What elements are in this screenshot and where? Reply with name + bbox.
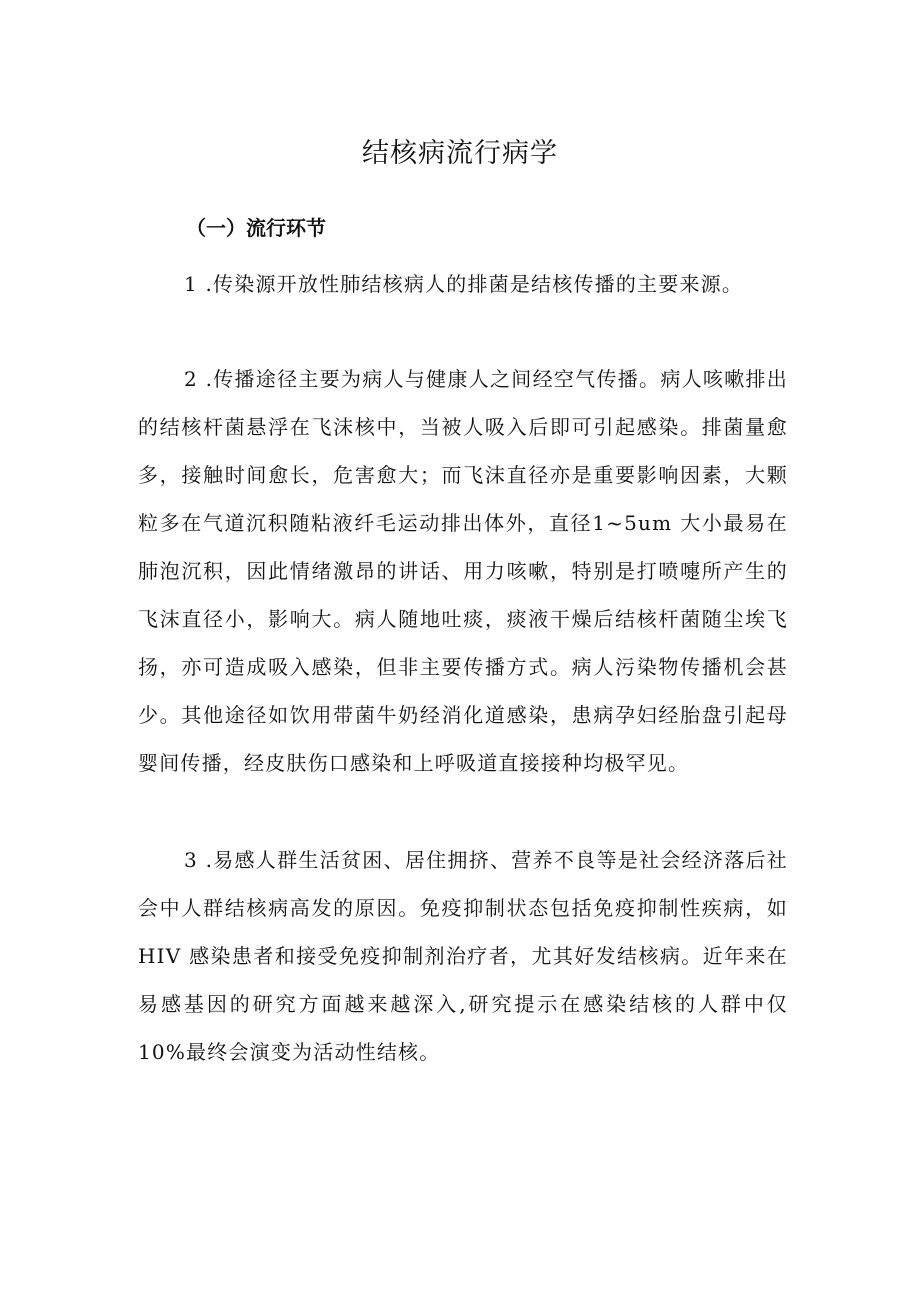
paragraph-transmission-route: 2 .传播途径主要为病人与健康人之间经空气传播。病人咳嗽排出的结核杆菌悬浮在飞沫核中，当被人吸入后即可引起感染。排菌量愈多，接触时间愈长，危害愈大；而飞沫直径亦是重要影响因素，大颗粒多在气道沉积随粘液纤毛运动排出体外，直径1~5um 大小最易在肺泡沉积，因此情绪激昂的讲话、用力咳嗽，特别是打喷嚏所产生的飞沫直径小，影响大。病人随地吐痰，痰液干燥后结核杆菌随尘埃飞扬，亦可造成吸入感染，但非主要传播方式。病人污染物传播机会甚少。其他途径如饮用带菌牛奶经消化道感染，患病孕妇经胎盘引起母婴间传播，经皮肤伤口感染和上呼吸道直接接种均极罕见。 (138, 367, 788, 775)
paragraph-susceptible-population: 3 .易感人群生活贫困、居住拥挤、营养不良等是社会经济落后社会中人群结核病高发的原因。免疫抑制状态包括免疫抑制性疾病，如 HIV 感染患者和接受免疫抑制剂治疗者，尤其好发结核病。近年来在易感基因的研究方面越来越深入,研究提示在感染结核的人群中仅 10%最终会演变为活动性结核。 (138, 848, 788, 1064)
section-heading: （一）流行环节 (186, 216, 326, 240)
paragraph-infection-source: 1 .传染源开放性肺结核病人的排菌是结核传播的主要来源。 (184, 272, 744, 296)
document-title: 结核病流行病学 (362, 138, 558, 169)
